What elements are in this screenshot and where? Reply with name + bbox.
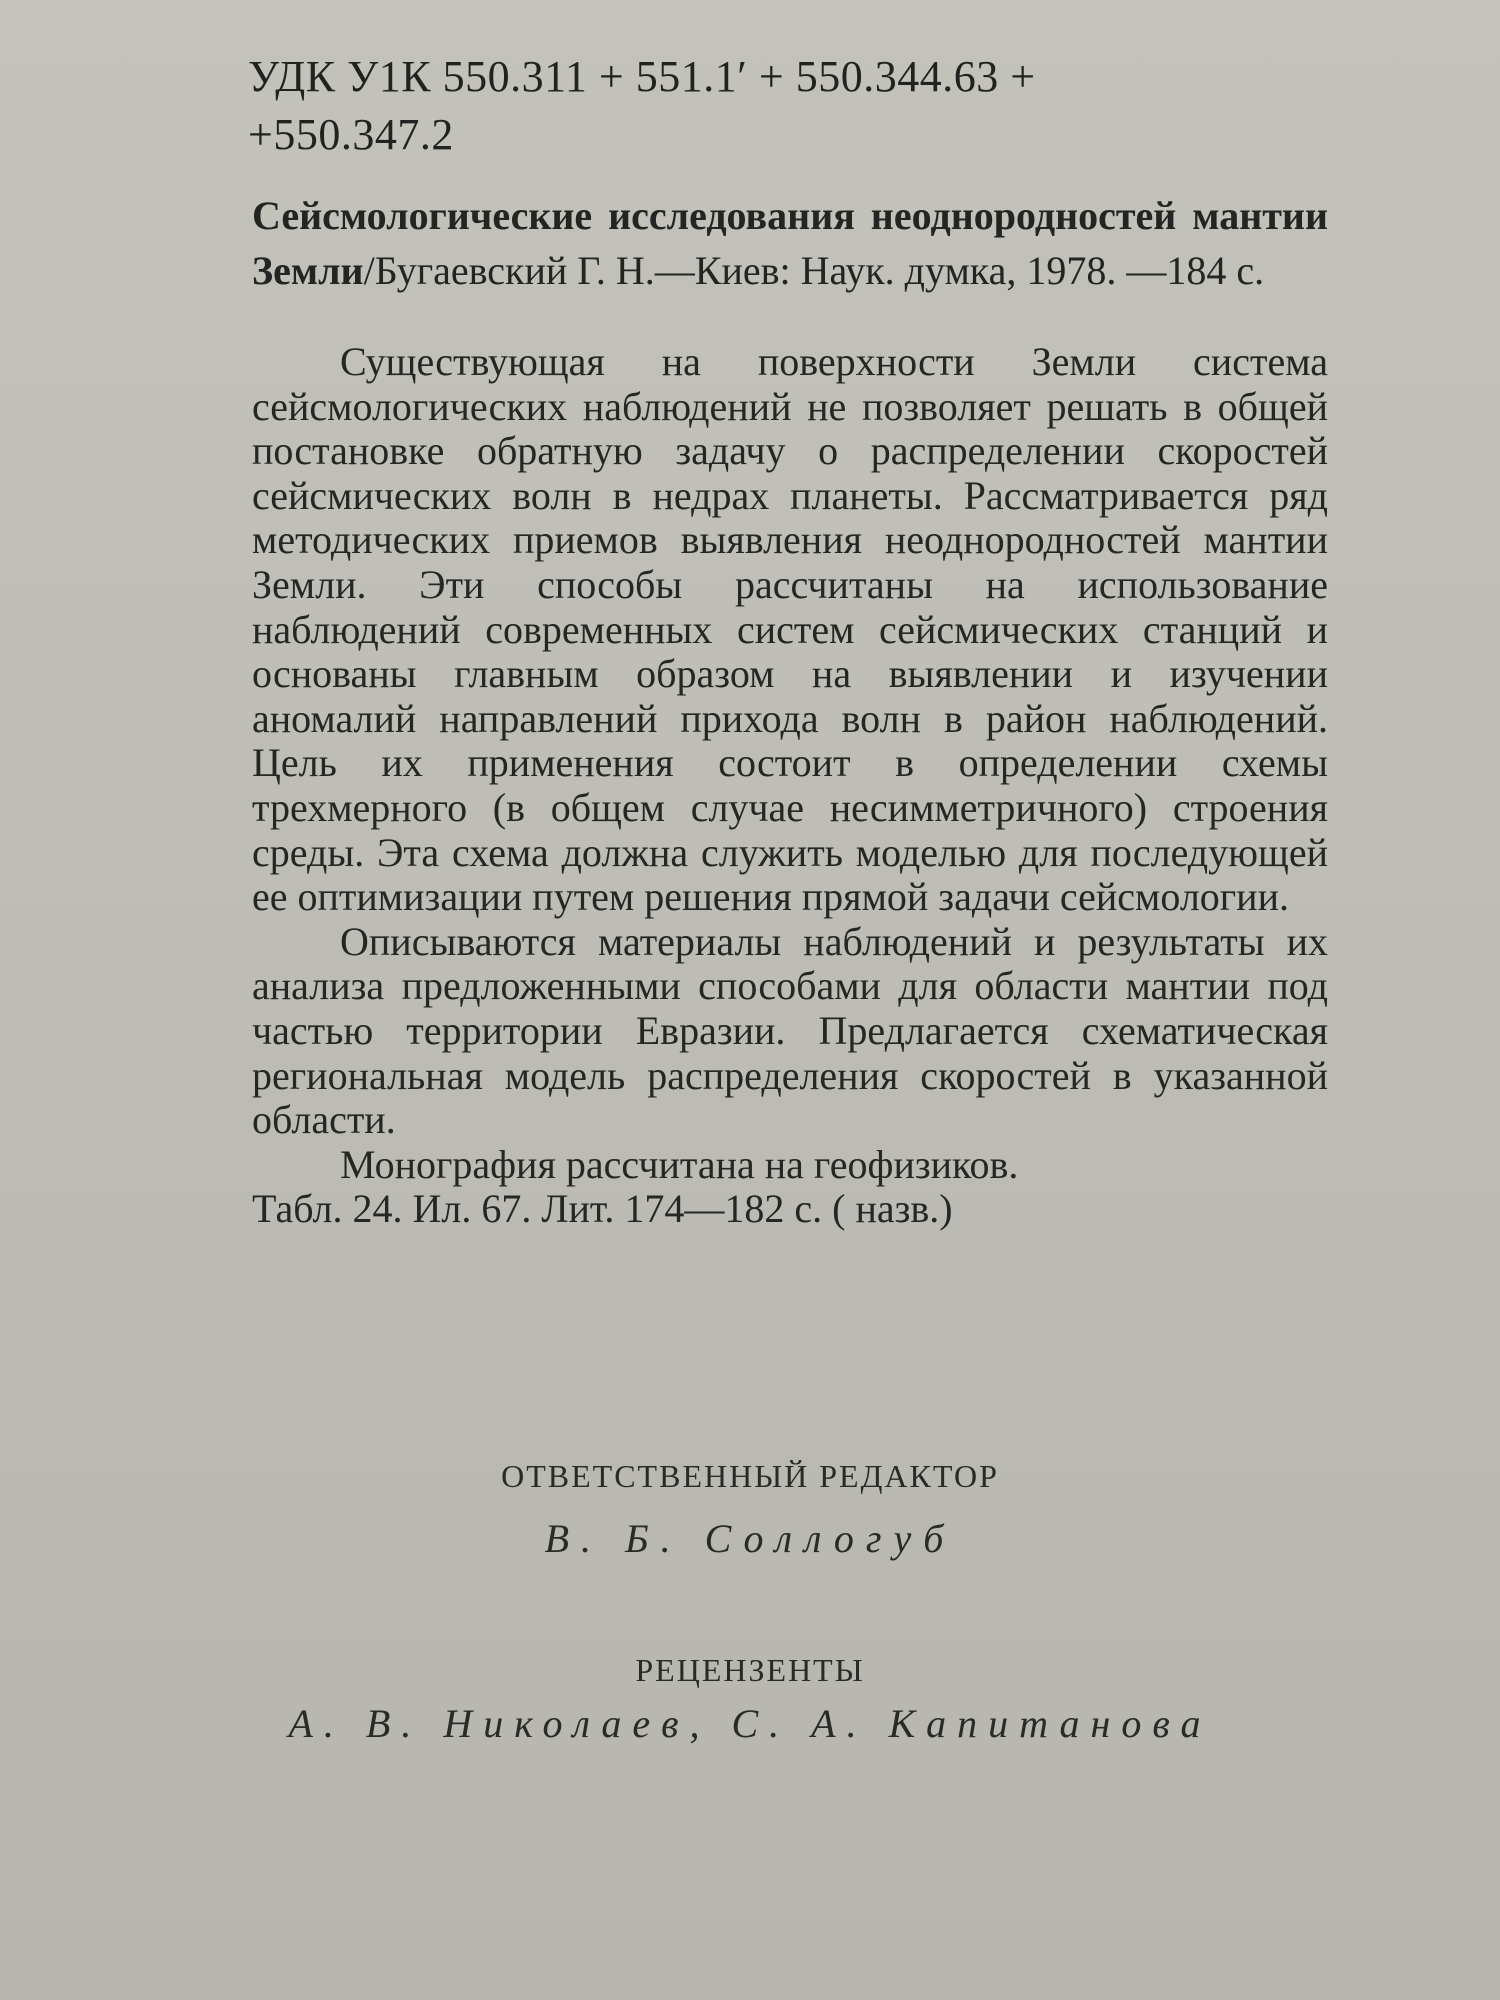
bibliographic-details: /Бугаевский Г. Н.—Киев: Наук. думка, 1978. —184 с. (363, 248, 1265, 293)
reviewers-heading: РЕЦЕНЗЕНТЫ (635, 1652, 865, 1688)
udk-classification (248, 48, 1248, 164)
udk-line-2: +550.347.2 (248, 110, 454, 159)
udk-line-1: УДК У1К 550.311 + 551.1′ + 550.344.63 + (248, 52, 1036, 101)
reviewers-names: А. В. Николаев, С. А. Капитанова (288, 1701, 1212, 1746)
abstract-paragraph-4: Табл. 24. Ил. 67. Лит. 174—182 с. ( назв.) (252, 1186, 953, 1232)
abstract-paragraph-3: Монография рассчитана на геофизиков. (340, 1141, 1019, 1187)
bibliographic-record (252, 188, 1328, 298)
abstract (252, 340, 1328, 1232)
editor-name: В. Б. Соллогуб (544, 1516, 956, 1561)
abstract-paragraph-2: Описываются материалы наблюдений и результаты их анализа предложенными способами для области мантии под частью территории Евразии. Предлагается схематическая региональная модель распределения скоростей в указанной области. (252, 918, 1328, 1143)
editor-heading: ОТВЕТСТВЕННЫЙ РЕДАКТОР (501, 1458, 999, 1494)
book-title: Сейсмологические исследования неоднородностей мантии Земли (252, 193, 1328, 293)
abstract-paragraph-1: Существующая на поверхности Земли система сейсмологических наблюдений не позволяет решать в общей постановке обратную задачу о распределении скоростей сейсмических волн в недрах планеты. Рассматривается ряд методических приемов выявления неоднородностей мантии Земли. Эти способы рассчитаны на использование наблюдений современных систем сейсмических станций и основаны главным образом на выявлении и изучении аномалий направлений прихода волн в район наблюдений. Цель их применения состоит в определении схемы трехмерного (в общем случае несимметричного) строения среды. Эта схема должна служить моделью для последующей ее оптимизации путем решения прямой задачи сейсмологии. (252, 339, 1328, 920)
